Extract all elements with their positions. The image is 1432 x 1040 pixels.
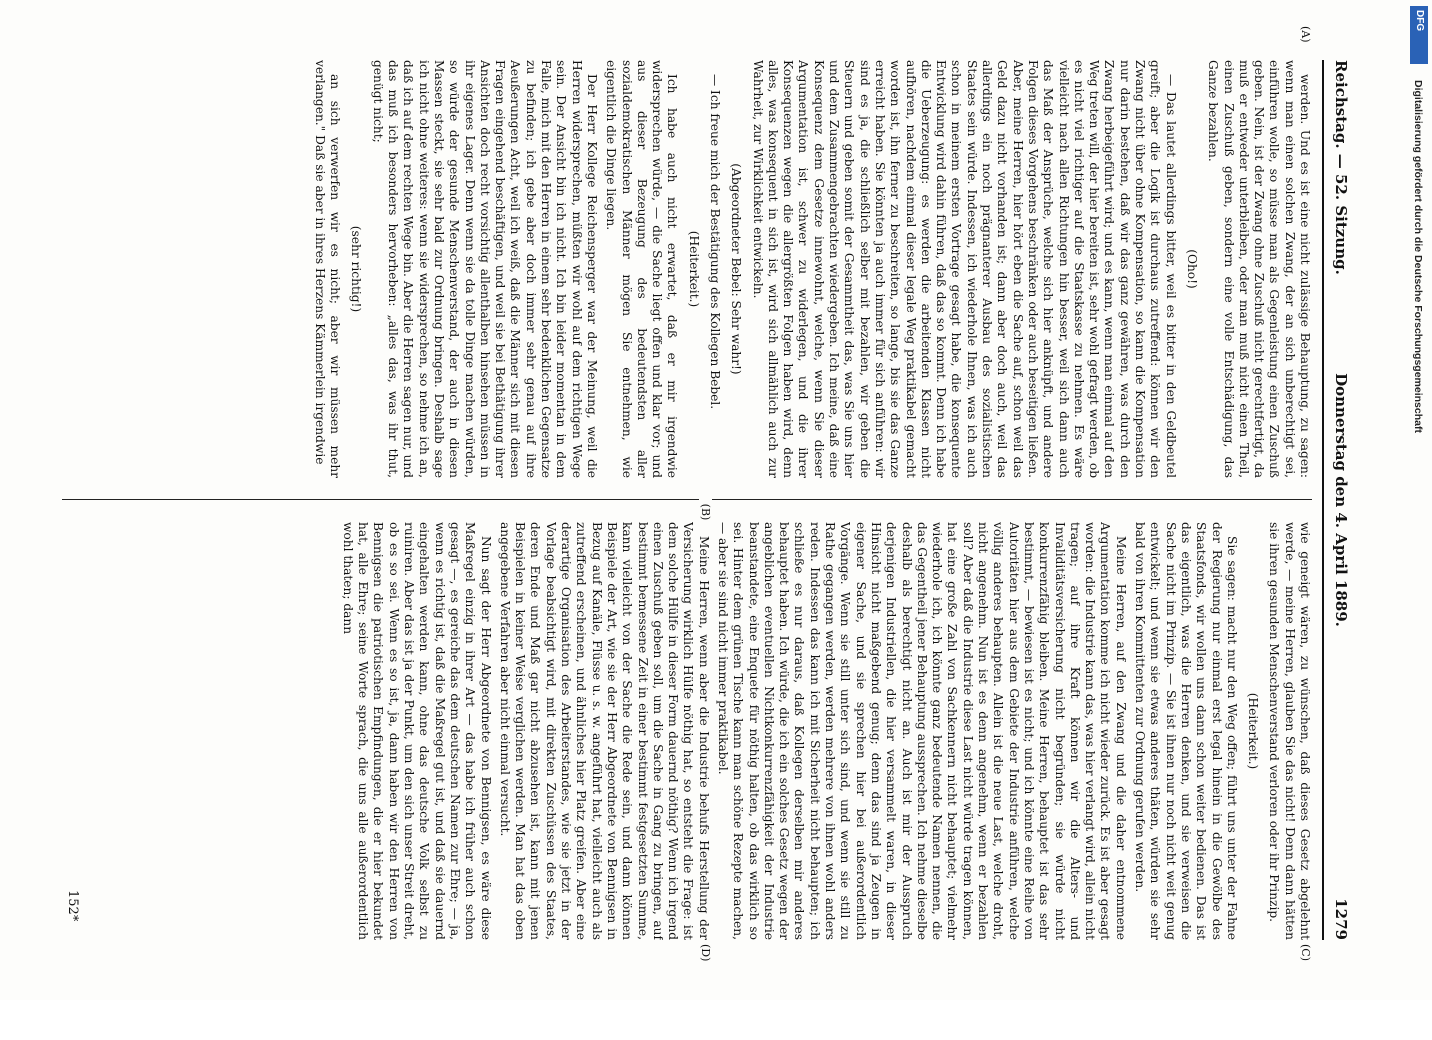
column-left xyxy=(62,60,1312,478)
paragraph: an sich verwerfen wir es nicht; aber wir müssen mehr verlangen." Daß sie aber in ihres Herzens Kämmerlein irgendwie xyxy=(312,60,343,478)
funding-notice xyxy=(1404,10,1428,990)
margin-letter-a: (A) xyxy=(1299,26,1312,43)
page-number: 1279 xyxy=(1332,898,1350,940)
margin-letter-c: (C) xyxy=(1299,944,1312,961)
paragraph: wie geneigt wären, zu wünschen, daß dieses Gesetz abgelehnt werde, — meine Herren, glauben Sie das nicht! Denn dann hätten sie ihren gesunden Menschenverstand verloren oder ihr Prinzip. xyxy=(1267,522,1312,940)
interjection: (Oho!) xyxy=(1184,249,1199,289)
funding-notice-text: Digitalisierung gefördert durch die Deutsche Forschungsgemeinschaft xyxy=(1412,80,1424,433)
paragraph: — Ich freue mich der Bestätigung des Kollegen Bebel. xyxy=(708,74,723,410)
margin-letter-b: (B) xyxy=(699,497,712,527)
header-left: Reichstag. — 52. Sitzung. xyxy=(1332,60,1350,275)
paragraph: — Das lautet allerdings bitter, weil es bitter in den Geldbeutel greift; aber die Logik ist durchaus zutreffend: können wir den Zwang nicht über ohne Kompensation, so kann die Kompensation nur darin bestehen, daß wir das ganz gewähren, was durch den Zwang herbeigeführt wird; und es kann, wenn man einmal auf den Weg treten will, der hier bereiten ist, sehr wohl gefragt werden, ob es nicht viel richtiger auf die Staatskasse zu nehmen. Es wäre vielleicht nach allen Richtungen hin besser, weil sich dann auch das Maß der Ansprüche, welche sich hier anknüpft, und andere Folgen dieses Vorgehens beschränken oder auch beseitigen ließen. Aber, meine Herren, hier hört eben die Sache auf, schon weil das Geld dazu nicht vorhanden ist; dann aber doch auch, weil das allerdings ein noch prägnanterer Ausbau des sozialistischen Staates sein würde. Indessen, ich wiederhole Ihnen, was ich auch schon in meinem ersten Vortrage gesagt habe, die konsequente Entwicklung wird dahin führen, daß das so kommt. Denn ich habe die Ueberzeugung: es werden die arbeitenden Klassen nicht aufhören, nachdem einmal dieser legale Weg praktikabel gemacht worden ist, ihn ferner zu beschreiten, so lange, bis sie das Ganze erreicht haben. Sie könnten ja auch immer für sich anführen: wir sind es ja, die schließlich selber mit bezahlen, wir geben die Steuern und geben somit der Gesammtheit das, was Sie uns hier und dem Zusammengebrachten wiedergeben. Ich meine, daß eine Konsequenz dem Gesetze innewohnt, welche, wenn Sie dieser Argumentation ist, schwer zu widerlegen, und die ihrer Konsequenzen wegen die allergrößten Folgen haben wird, denn alles, was konsequent in sich ist, wird sich allmählich auch zur Wahrheit, zur Wirklichkeit entwickeln. xyxy=(750,60,1178,478)
margin-letter-d: (D) xyxy=(699,944,712,962)
paragraph: Meine Herren, auf den Zwang und die daher entnommene Argumentation komme ich nicht wieder zurück. Es ist aber gesagt worden: die Industrie kann das, was hier verlangt wird, allein nicht tragen; auf ihre Kraft können wir die Alters- und Invaliditätsversicherung nicht begründen; sie würde nicht konkurrenzfähig bleiben. Meine Herren, behauptet ist das sehr bestimmt, — bewiesen ist es nicht; und ich könnte eine Reihe von Autoritäten hier aus dem Gebiete der Industrie anführen, welche völlig anderes behaupten. Allein ist die neue Last, welche droht, nicht angenehm. Nun ist es denn angenehm, wenn er bezahlen soll? Aber daß die Industrie diese Last nicht würde tragen können, hat eine große Zahl von Sachkennern nicht behauptet; vielmehr wiederhole ich, ich könnte ganz bedeutende Namen nennen, die das Gegentheil jener Behauptung aussprechen. Ich nehme dieselbe deshalb als berechtigt nicht an. Auch ist mir der Ausspruch derjenigen Industriellen, die hier versammelt waren, in dieser Hinsicht nicht maßgebend genug; denn das sind ja Zeugen in eigener Sache, und sie sprechen hier bei außerordentlich Vorgänge. Wenn sie still unter sich sind, und wenn sie still zu Rathe gegangen werden, werden mehrere von ihnen wohl anders reden. Indessen das kann ich mit Sicherheit nicht behaupten; ich schließe es nur daraus, daß Kollegen derselben mir anderes behauptet haben. Ich würde, die ich ein solches Gesetz wegen der angeblichen eventuellen Nichtkonkurrenzfähigkeit der Industrie beanstandete, eine Enquete für nöthig halten, ob das wirklich so sei. Hinter dem grünen Tische kann man schöne Rezepte machen, — aber sie sind nicht immer praktikabel. xyxy=(716,522,1128,940)
interjection: (Abgeordneter Bebel: Sehr wahr!) xyxy=(729,163,744,375)
paragraph: Der Herr Kollege Reichensperger war der Meinung, weil die Herren widersprechen, müßten wir wohl auf dem richtigen Wege sein. Der Ansicht bin ich nicht. Ich bin leider momentan in dem Falle, mich mit den Herren in einem sehr bedenklichen Gegensatze zu befinden; ich gebe aber doch immer sehr genau auf ihre Aeußerungen Acht, weil ich weiß, daß die Männer sich mit diesen Fragen eingehend beschäftigen, und weil sie bei Bethätigung ihrer Ansichten doch recht vorsichtig allenthalben hinsehen müssen in ihr eigenes Lager. Denn wenn sie da tolle Dinge machen würden, so würde der gesunde Menschenverstand, der auch in diesen Massen steckt, sie sehr bald zur Ordnung bringen. Deshalb sage ich nicht ohne weiteres: wenn sie widersprechen, so nehme ich an, daß ich auf dem rechten Wege bin. Aber die Herren sagen nur, und das muß ich besonders hervorheben: „alles das, was ihr thut, genügt nicht; xyxy=(370,60,599,478)
dfg-logo: DFG xyxy=(1410,6,1428,64)
running-header xyxy=(1322,60,1356,940)
signature-mark: 152* xyxy=(65,890,80,922)
column-right xyxy=(62,522,1312,940)
paragraph: Nun sagt der Herr Abgeordnete von Bennigsen, es wäre diese Maßregel einzig in ihrer Art — das habe ich früher auch schon gesagt —, es gereiche das dem deutschen Namen zur Ehre; — ja, wenn es richtig ist, daß die Maßregel gut ist, und daß sie dauernd eingehalten werden kann, ohne das deutsche Volk selbst zu ruiniren. Aber das ist ja der Punkt, um den sich unser Streit dreht, ob es so sei. Wenn es so ist, ja, dann haben wir den Herren von Bennigsen die patriotischen Empfindungen, die er hier bekundet hat, alle Ehre; seine Worte sprach, die uns alle außerordentlich wohl thaten; dann xyxy=(340,522,493,940)
rotated-document-page xyxy=(56,26,1356,962)
paragraph: werden. Und es ist eine nicht zulässige Behauptung, zu sagen: wenn man einen solchen Zwang, der an sich unberechtigt sei, einführen wolle, so müsse man als Gegenleistung einen Zuschuß geben. Nein, ist der Zwang ohne Zuschuß nicht gerechtfertigt, da muß er entweder unterbleiben, oder man muß nicht einen Theil, einen Zuschuß geben, sondern eine volle Entschädigung, das Ganze bezahlen. xyxy=(1206,60,1312,478)
interjection: (sehr richtig!) xyxy=(349,225,364,313)
text-columns xyxy=(62,26,1312,962)
column-divider xyxy=(62,499,1312,500)
paragraph: Ich habe auch nicht erwartet, daß er mir irgendwie widersprechen würde, — die Sache liegt offen und klar vor; und aus dieser Bezeugung des bedeutendsten aller sozialdemokratischen Männer mögen Sie entnehmen, wie eigentlich die Dinge liegen. xyxy=(604,60,680,478)
interjection: (Heiterkeit.) xyxy=(1246,692,1261,770)
interjection: (Heiterkeit.) xyxy=(686,230,701,308)
header-date: Donnerstag den 4. April 1889. xyxy=(1332,373,1350,627)
paragraph: Meine Herren, wenn aber die Industrie behufs Herstellung der Versicherung wirklich Hülfe nöthig hat, so entsteht die Frage: ist dem solche Hülfe in dieser Form dauernd nöthig? Wenn ich irgend einen Zuschuß geben soll, um die Sache in Gang zu bringen, auf bestimmt bemessene Zeit in einer bestimmt festgesetzten Summe, kann vielleicht von der Sache die Rede sein, und dann können Beispiele der Art, wie sie der Herr Abgeordnete von Bennigsen in Bezug auf Kanäle, Flüsse u. s. w. angeführt hat, vielleicht auch als zutreffend erscheinen, und ähnliches hier Platz greifen. Aber eine derartige Organisation des Arbeiterstandes, wie sie jetzt in der Vorlage beabsichtigt wird, mit direkten Zuschüssen des Staates, deren Ende und Maß gar nicht abzusehen ist, kann mit jenen Beispielen in keiner Weise verglichen werden. Man hat das oben angegebene Verfahren aber nicht einmal versucht. xyxy=(497,522,711,940)
paragraph: Sie sagen: macht nur den Weg offen; führt uns unter der Fahne der Regierung nur einmal erst legal hinein in die Gewölbe des Staatsfonds, wir wollen uns dann schon weiter bedienen. Das ist das eigentlich, was die Herren denken, und sie verweisen die Sache nicht im Prinzip. — Sie ist ihnen nur noch nicht weit genug entwickelt; und wenn sie etwas anderes thäten, würden sie sehr bald von ihren Kommittenten zur Ordnung gerufen werden. xyxy=(1133,522,1239,940)
